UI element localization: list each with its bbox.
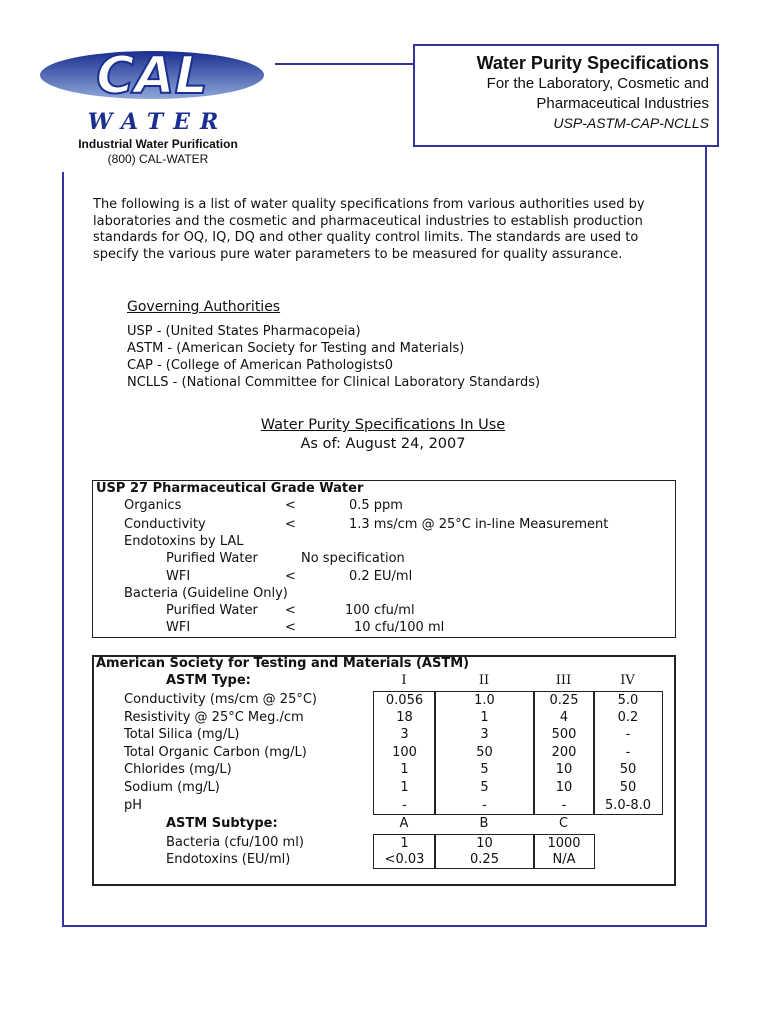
astm-subcell: 1000 <box>533 834 595 852</box>
authority-item: ASTM - (American Society for Testing and Materials) <box>127 341 465 356</box>
astm-cell: 200 <box>533 744 595 763</box>
authority-item: CAP - (College of American Pathologists0 <box>127 358 393 373</box>
astm-cell: 0.25 <box>533 691 595 710</box>
astm-cell: 5.0-8.0 <box>593 797 663 816</box>
usp-wfi-label: WFI <box>166 569 191 584</box>
usp-bacteria-wfi-value: 10 cfu/100 ml <box>354 620 445 635</box>
usp-bacteria-purified-value: 100 cfu/ml <box>345 603 415 618</box>
title-line-3: USP-ASTM-CAP-NCLLS <box>553 115 709 131</box>
usp-wfi-op: < <box>285 569 296 584</box>
astm-subrow-label: Bacteria (cfu/100 ml) <box>166 835 304 850</box>
astm-cell: 500 <box>533 726 595 745</box>
title-box <box>413 44 719 147</box>
astm-subcell: N/A <box>533 851 595 869</box>
astm-row-label: pH <box>124 797 143 813</box>
usp-bacteria-wfi-label: WFI <box>166 620 191 635</box>
astm-cell: 10 <box>533 779 595 798</box>
authorities-list <box>127 323 540 391</box>
usp-bacteria-purified-label: Purified Water <box>166 603 258 618</box>
astm-cell: 100 <box>373 744 436 763</box>
authorities-heading: Governing Authorities <box>127 299 281 315</box>
astm-type-label: ASTM Type: <box>166 673 251 688</box>
astm-subtype-label: ASTM Subtype: <box>166 816 278 831</box>
astm-cell: 18 <box>373 709 436 728</box>
usp-conductivity-value: 1.3 ms/cm @ 25°C in-line Measurement <box>349 517 609 532</box>
astm-cell: - <box>593 744 663 763</box>
usp-wfi-value: 0.2 EU/ml <box>349 569 413 584</box>
astm-cell: 10 <box>533 761 595 780</box>
astm-row-label: Chlorides (mg/L) <box>124 762 232 778</box>
usp-organics-value: 0.5 ppm <box>349 498 403 513</box>
usp-organics-op: < <box>285 498 296 513</box>
astm-cell: 5.0 <box>593 691 663 710</box>
astm-cell: 50 <box>593 761 663 780</box>
astm-cell: 50 <box>593 779 663 798</box>
astm-cell: 1 <box>434 709 535 728</box>
astm-cell: 0.056 <box>373 691 436 710</box>
astm-row-label: Total Silica (mg/L) <box>124 727 240 743</box>
astm-row-label: Resistivity @ 25°C Meg./cm <box>124 709 304 725</box>
usp-purified-value: No specification <box>301 551 405 566</box>
astm-row-label: Total Organic Carbon (mg/L) <box>124 744 307 760</box>
astm-cell: 1 <box>373 761 436 780</box>
svg-text:CAL: CAL <box>96 46 208 106</box>
astm-subtype-header: B <box>479 816 489 831</box>
astm-cell: 1 <box>373 779 436 798</box>
astm-cell: - <box>533 797 595 816</box>
title-line-2: Pharmaceutical Industries <box>536 95 709 112</box>
astm-subrow-label: Endotoxins (EU/ml) <box>166 852 291 867</box>
astm-type-header: IV <box>620 673 635 688</box>
document-title: Water Purity Specifications <box>476 53 709 73</box>
specs-date: As of: August 24, 2007 <box>300 436 466 452</box>
astm-cell: 3 <box>434 726 535 745</box>
astm-cell: 1.0 <box>434 691 535 710</box>
svg-text:WATER: WATER <box>87 109 229 135</box>
astm-row-label: Conductivity (ms/cm @ 25°C) <box>124 692 318 707</box>
usp-bacteria-label: Bacteria (Guideline Only) <box>124 586 288 601</box>
authority-item: USP - (United States Pharmacopeia) <box>127 324 361 339</box>
astm-cell: - <box>434 797 535 816</box>
usp-conductivity-op: < <box>285 517 296 532</box>
title-line-1: For the Laboratory, Cosmetic and <box>486 75 709 92</box>
astm-cell: 5 <box>434 779 535 798</box>
intro-paragraph: The following is a list of water quality specifications from various authorities used by laboratories and the cosmetic and pharmaceutical industries to establish production standards for OQ, IQ, DQ and other quality control limits. The standards are used to specify the various pure water parameters to be measured for quality assurance. <box>93 197 645 262</box>
usp-purified-label: Purified Water <box>166 551 258 566</box>
astm-subtype-header: C <box>558 816 569 831</box>
astm-cell: - <box>593 726 663 745</box>
usp-organics-label: Organics <box>124 498 182 513</box>
company-phone: (800) CAL-WATER <box>107 152 209 166</box>
frame-right-line <box>705 146 707 927</box>
frame-left-line <box>62 172 64 927</box>
frame-connector-line <box>275 63 413 65</box>
usp-bacteria-wfi-op: < <box>285 620 296 635</box>
frame-bottom-line <box>62 925 707 927</box>
authority-item: NCLLS - (National Committee for Clinical Laboratory Standards) <box>127 375 541 390</box>
astm-type-header: III <box>555 673 572 688</box>
usp-conductivity-label: Conductivity <box>124 517 206 532</box>
usp-endotoxins-label: Endotoxins by LAL <box>124 534 244 549</box>
astm-subcell: <0.03 <box>373 851 436 869</box>
specs-heading: Water Purity Specifications In Use <box>260 417 506 433</box>
astm-cell: 50 <box>434 744 535 763</box>
astm-row-label: Sodium (mg/L) <box>124 780 220 795</box>
cal-water-logo <box>40 45 275 135</box>
astm-cell: 3 <box>373 726 436 745</box>
astm-subcell: 0.25 <box>434 851 535 869</box>
astm-cell: 0.2 <box>593 709 663 728</box>
astm-type-header: II <box>478 673 490 688</box>
usp-bacteria-purified-op: < <box>285 603 296 618</box>
astm-cell: 4 <box>533 709 595 728</box>
astm-cell: 5 <box>434 761 535 780</box>
company-tagline: Industrial Water Purification <box>78 137 238 151</box>
astm-subtype-header: A <box>399 816 409 831</box>
astm-cell: - <box>373 797 436 816</box>
astm-subcell: 1 <box>373 834 436 852</box>
astm-title: American Society for Testing and Materials (ASTM) <box>96 656 470 671</box>
astm-subcell: 10 <box>434 834 535 852</box>
usp-title: USP 27 Pharmaceutical Grade Water <box>96 481 364 496</box>
astm-type-header: I <box>401 673 407 688</box>
